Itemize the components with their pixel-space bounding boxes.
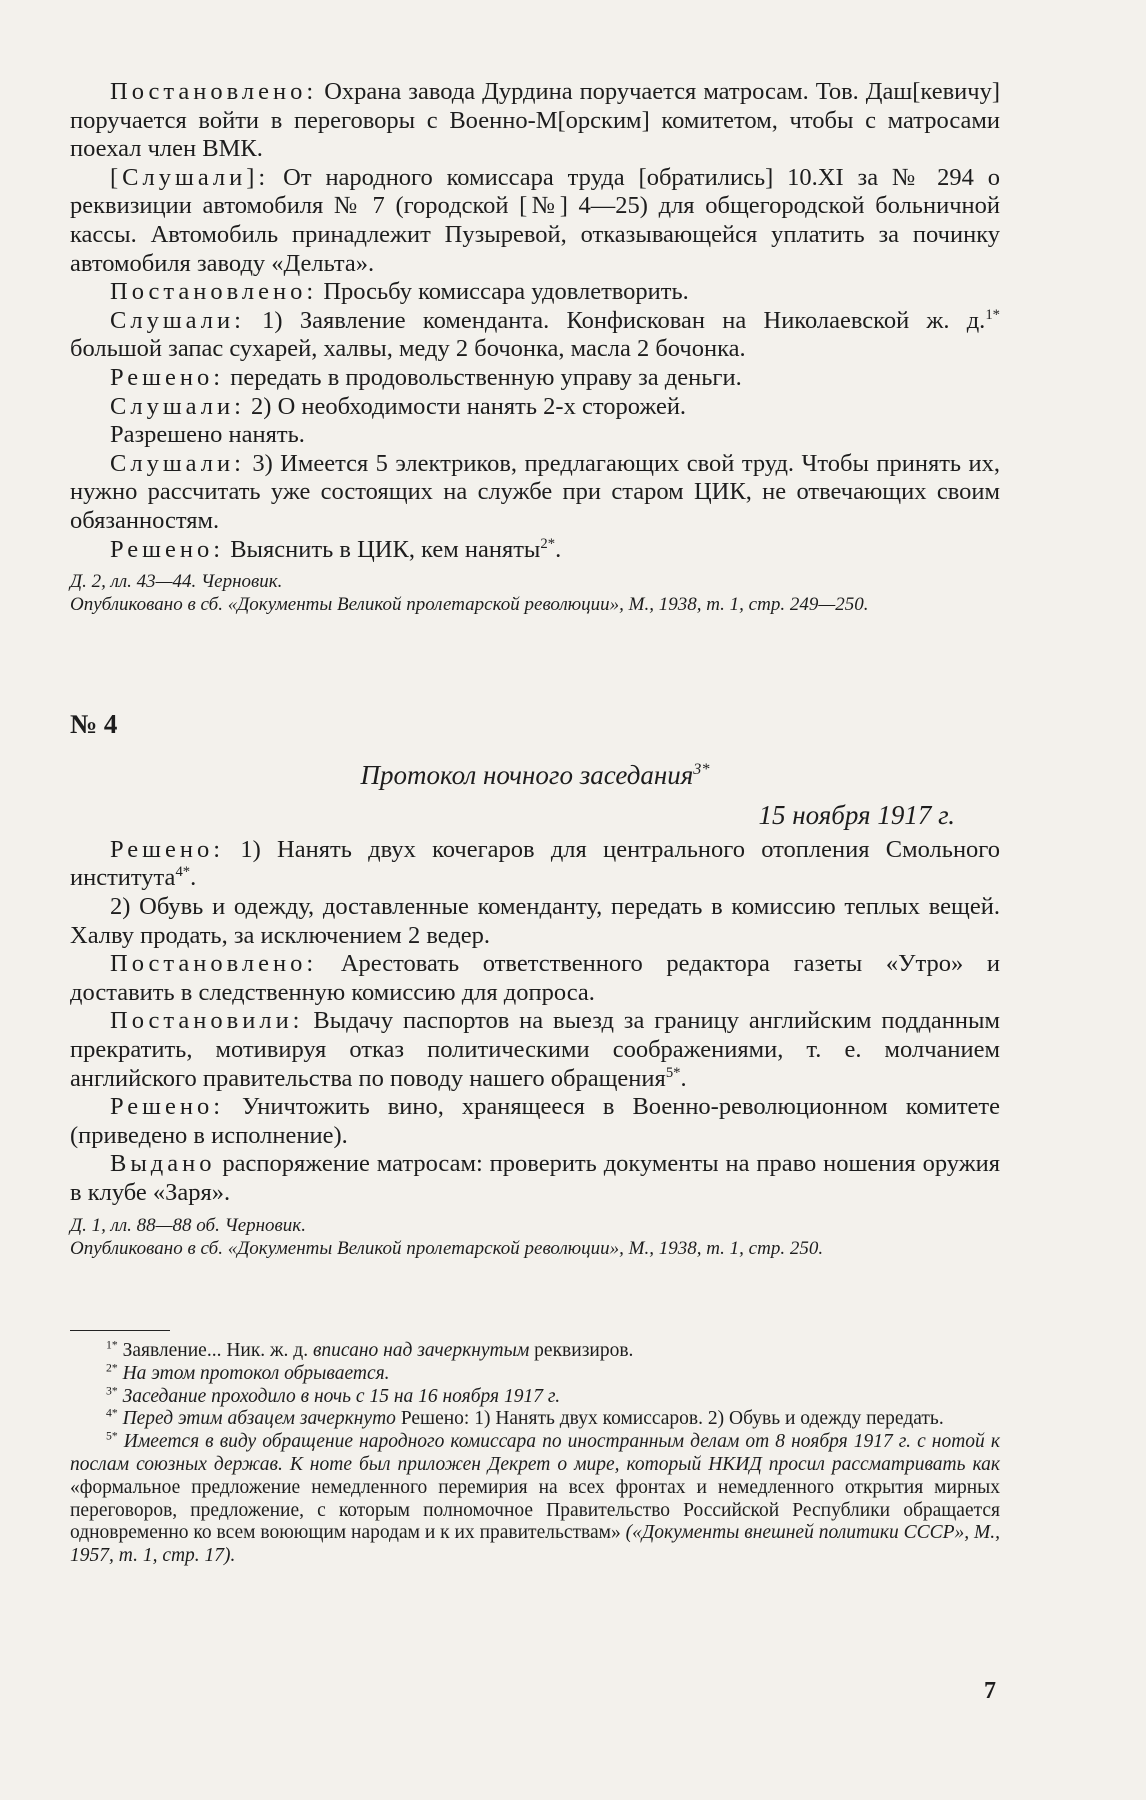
publication-note: Опубликовано в сб. «Документы Великой пролетарской революции», М., 1938, т. 1, стр. 249—250.: [70, 594, 869, 616]
document-date: 15 ноября 1917 г.: [758, 800, 955, 831]
publication-note: Опубликовано в сб. «Документы Великой пролетарской революции», М., 1938, т. 1, стр. 250.: [70, 1237, 824, 1259]
section-3-body: [70, 78, 1000, 616]
paragraph: Постановлено: Охрана завода Дурдина поручается матросам. Тов. Даш[кевичу] поручается войти в переговоры с Военно-М[орским] комитетом, чтобы с матросами поехал член ВМК.: [70, 78, 1000, 163]
paragraph: Решено: 1) Нанять двух кочегаров для центрального отопления Смольного института$^{4*}$.: [70, 835, 1000, 892]
paragraph: Разрешено нанять.: [110, 421, 305, 449]
footnote: $^{2*}$ На этом протокол обрывается.: [106, 1361, 390, 1384]
document-number: № 4: [70, 709, 118, 739]
footnote-divider: [70, 1330, 170, 1331]
archive-source: Д. 1, лл. 88—88 об. Черновик.: [70, 1214, 306, 1236]
paragraph: 2) Обувь и одежду, доставленные коменданту, передать в комиссию теплых вещей. Халву продать, за исключением 2 ведер.: [70, 892, 1000, 949]
paragraph: Постановлено: Просьбу комиссара удовлетворить.: [110, 278, 689, 306]
paragraph: Решено: передать в продовольственную управу за деньги.: [110, 363, 742, 391]
paragraph: Слушали: 2) О необходимости нанять 2-х сторожей.: [110, 392, 687, 420]
paragraph: Постановили: Выдачу паспортов на выезд за границу английским подданным прекратить, мотивируя отказ политическими соображениями, т. е. молчанием английского правительства по поводу нашего обращения$^{5*}$.: [70, 1007, 1000, 1092]
archive-source: Д. 2, лл. 43—44. Черновик.: [70, 571, 283, 593]
paragraph: Слушали: 3) Имеется 5 электриков, предлагающих свой труд. Чтобы принять их, нужно рассчитать уже состоящих на службе при старом ЦИК, не отвечающих своим обязанностям.: [70, 449, 1000, 534]
section-4-body: [70, 710, 1000, 1260]
paragraph: Постановлено: Арестовать ответственного редактора газеты «Утро» и доставить в следственную комиссию для допроса.: [70, 950, 1000, 1006]
footnote: $^{1*}$ Заявление... Ник. ж. д. вписано над зачеркнутым реквизиров.: [106, 1338, 634, 1361]
paragraph: [Слушали]: От народного комиссара труда [обратились] 10.XI за № 294 о реквизиции автомобиля № 7 (городской [№] 4—25) для общегородской больничной кассы. Автомобиль принадлежит Пузыревой, отказывающейся уплатить за починку автомобиля заводу «Дельта».: [70, 163, 1000, 277]
footnote: $^{3*}$ Заседание проходило в ночь с 15 на 16 ноября 1917 г.: [106, 1384, 561, 1407]
footnotes: [70, 1340, 1000, 1568]
paragraph: Выдано распоряжение матросам: проверить документы на право ношения оружия в клубе «Заря».: [70, 1150, 1000, 1206]
document-title: Протокол ночного заседания$^{3*}$: [360, 759, 710, 790]
paragraph: Решено: Выяснить в ЦИК, кем наняты$^{2*}$.: [110, 535, 562, 563]
footnote: $^{5*}$ Имеется в виду обращение народного комиссара по иностранным делам от 8 ноября 1917 г. с нотой к послам союзных держав. К ноте был приложен Декрет о мире, который НКИД просил рассматривать как «формальное предложение немедленного перемирия на всех фронтах и немедленного открытия мирных переговоров, предложение, с которым полномочное Правительство Российской Республики обращается одновременно ко всем воюющим народам и к их правительствам» («Документы внешней политики СССР», М., 1957, т. 1, стр. 17).: [70, 1429, 1000, 1567]
paragraph: Слушали: 1) Заявление коменданта. Конфискован на Николаевской ж. д.$^{1*}$ большой запас сухарей, халвы, меду 2 бочонка, масла 2 бочонка.: [70, 306, 1000, 363]
paragraph: Решено: Уничтожить вино, хранящееся в Военно-революционном комитете (приведено в исполнение).: [70, 1093, 1000, 1149]
footnote: $^{4*}$ Перед этим абзацем зачеркнуто Решено: 1) Нанять двух комиссаров. 2) Обувь и одежду передать.: [106, 1406, 944, 1430]
page-number: 7: [984, 1678, 996, 1704]
